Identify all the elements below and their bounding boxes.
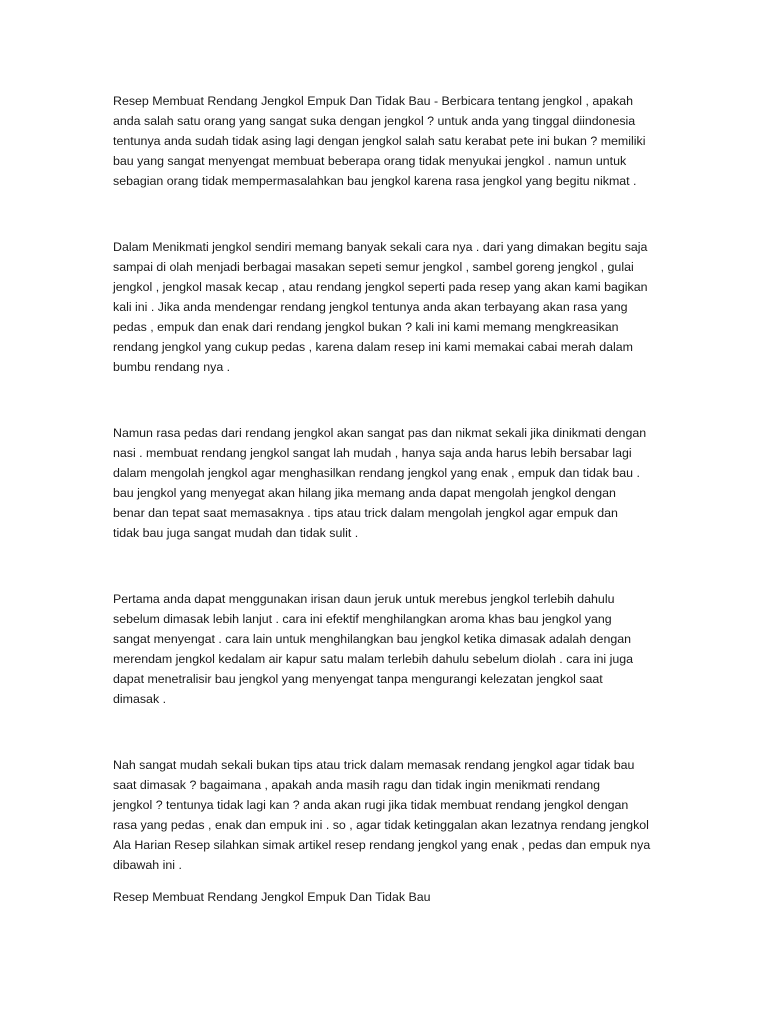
text-line: tidak bau juga sangat mudah dan tidak sulit . bbox=[113, 526, 359, 540]
paragraph-intro bbox=[113, 91, 661, 191]
text-line: rendang jengkol yang cukup pedas , karena dalam resep ini kami memakai cabai merah dalam bbox=[113, 340, 634, 354]
text-line: Pertama anda dapat menggunakan irisan daun jeruk untuk merebus jengkol terlebih dahulu bbox=[113, 592, 615, 606]
text-line: sangat menyengat . cara lain untuk menghilangkan bau jengkol ketika dimasak adalah dengan bbox=[113, 632, 632, 646]
text-line: dapat menetralisir bau jengkol yang menyengat tanpa mengurangi kelezatan jengkol saat bbox=[113, 672, 603, 686]
text-line: bumbu rendang nya . bbox=[113, 360, 231, 374]
text-line: sebagian orang tidak mempermasalahkan bau jengkol karena rasa jengkol yang begitu nikmat . bbox=[113, 174, 637, 188]
heading-line: Resep Membuat Rendang Jengkol Empuk Dan Tidak Bau bbox=[113, 890, 431, 904]
text-line: bau yang sangat menyengat membuat beberapa orang tidak menyukai jengkol . namun untuk bbox=[113, 154, 627, 168]
paragraph-penutup bbox=[113, 755, 661, 875]
text-line: Nah sangat mudah sekali bukan tips atau trick dalam memasak rendang jengkol agar tidak bau bbox=[113, 758, 635, 772]
text-line: tentunya anda sudah tidak asing lagi dengan jengkol salah satu kerabat pete ini bukan ? memiliki bbox=[113, 134, 646, 148]
text-line: benar dan tepat saat memasaknya . tips atau trick dalam mengolah jengkol agar empuk dan bbox=[113, 506, 618, 520]
text-line: nasi . membuat rendang jengkol sangat lah mudah , hanya saja anda harus lebih bersabar lagi bbox=[113, 446, 632, 460]
paragraph-rasa-pedas bbox=[113, 423, 661, 543]
text-line: pedas , empuk dan enak dari rendang jengkol bukan ? kali ini kami memang mengkreasikan bbox=[113, 320, 619, 334]
text-line: Resep Membuat Rendang Jengkol Empuk Dan Tidak Bau - Berbicara tentang jengkol , apakah bbox=[113, 94, 634, 108]
text-line: Dalam Menikmati jengkol sendiri memang banyak sekali cara nya . dari yang dimakan begitu saja bbox=[113, 240, 648, 254]
text-line: jengkol ? tentunya tidak lagi kan ? anda akan rugi jika tidak membuat rendang jengkol dengan bbox=[113, 798, 629, 812]
text-line: dalam mengolah jengkol agar menghasilkan rendang jengkol yang enak , empuk dan tidak bau . bbox=[113, 466, 640, 480]
text-line: kali ini . Jika anda mendengar rendang jengkol tentunya anda akan terbayang akan rasa yang bbox=[113, 300, 628, 314]
text-line: saat dimasak ? bagaimana , apakah anda masih ragu dan tidak ingin menikmati rendang bbox=[113, 778, 600, 792]
text-line: rasa yang pedas , enak dan empuk ini . so , agar tidak ketinggalan akan lezatnya rendang jengkol bbox=[113, 818, 649, 832]
text-line: dimasak . bbox=[113, 692, 167, 706]
section-heading bbox=[113, 887, 661, 907]
paragraph-tips bbox=[113, 589, 661, 709]
text-line: merendam jengkol kedalam air kapur satu malam terlebih dahulu sebelum diolah . cara ini juga bbox=[113, 652, 634, 666]
text-line: sampai di olah menjadi berbagai masakan sepeti semur jengkol , sambel goreng jengkol , gulai bbox=[113, 260, 634, 274]
text-line: Namun rasa pedas dari rendang jengkol akan sangat pas dan nikmat sekali jika dinikmati dengan bbox=[113, 426, 647, 440]
text-line: Ala Harian Resep silahkan simak artikel resep rendang jengkol yang enak , pedas dan empuk nya bbox=[113, 838, 651, 852]
text-line: anda salah satu orang yang sangat suka dengan jengkol ? untuk anda yang tinggal diindonesia bbox=[113, 114, 636, 128]
text-line: jengkol , jengkol masak kecap , atau rendang jengkol seperti pada resep yang akan kami bagikan bbox=[113, 280, 648, 294]
text-line: sebelum dimasak lebih lanjut . cara ini efektif menghilangkan aroma khas bau jengkol yang bbox=[113, 612, 612, 626]
text-line: dibawah ini . bbox=[113, 858, 182, 872]
text-line: bau jengkol yang menyegat akan hilang jika memang anda dapat mengolah jengkol dengan bbox=[113, 486, 616, 500]
paragraph-menikmati bbox=[113, 237, 661, 377]
